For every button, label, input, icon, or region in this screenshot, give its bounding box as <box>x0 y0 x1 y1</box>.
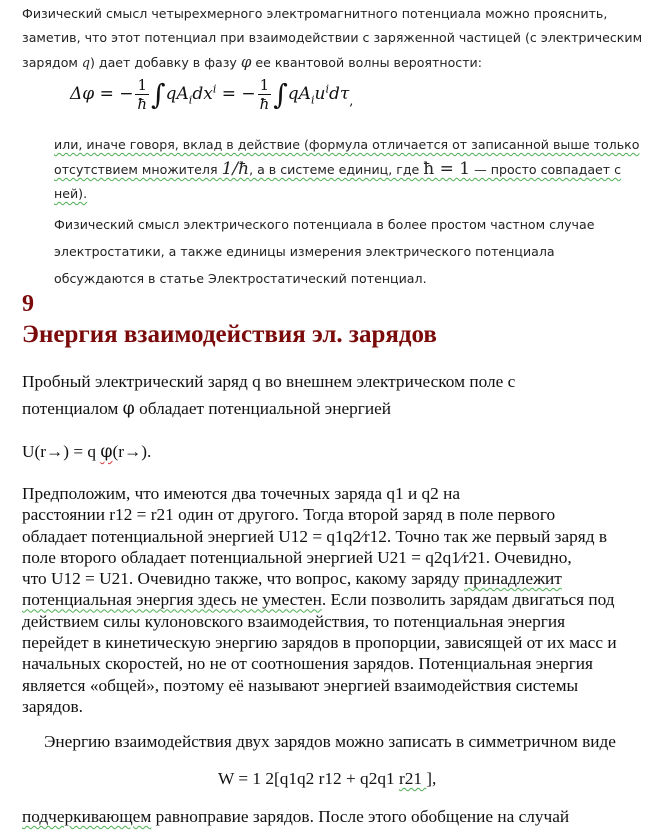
interaction-line-7: действием силы кулоновского взаимодействия, то потенциальная энергия <box>22 611 566 631</box>
section-title: Энергия взаимодействия эл. зарядов <box>22 321 437 348</box>
intro-line-3: зарядом q) дает добавку в фазу φ ее квантовой волны вероятности: <box>22 53 482 71</box>
interaction-line-3: обладает потенциальной энергией U12 = q1q2⁄r12. Точно так же первый заряд в <box>22 526 607 546</box>
probe-paragraph <box>22 368 652 423</box>
last-line: подчеркивающем равноправие зарядов. После этого обобщение на случай <box>22 807 570 826</box>
electrostatics-line-2: электростатики, а также единицы измерения электрического потенциала <box>54 244 555 259</box>
energy-formula: U(r→) = q φ(r→). <box>22 442 152 462</box>
interaction-line-2: расстоянии r12 = r21 один от другого. Тогда второй заряд в поле первого <box>22 505 556 525</box>
interaction-paragraph <box>22 483 652 717</box>
electrostatics-paragraph <box>54 211 654 292</box>
action-line-1: или, иначе говоря, вклад в действие (формула отличается от записанной выше только <box>54 137 640 152</box>
action-line-2: отсутствием множителя 1/ħ, а в системе единиц, где ħ = 1 — просто совпадает с <box>54 159 622 179</box>
fraction-1-over-hbar-2: $\frac{1}{ħ}$ <box>259 76 270 113</box>
symmetric-paragraph: Энергию взаимодействия двух зарядов можно записать в симметричном виде <box>44 732 616 751</box>
interaction-line-4: поле второго обладает потенциальной энергией U21 = q2q1⁄r21. Очевидно, <box>22 547 572 567</box>
interaction-line-1: Предположим, что имеются два точечных заряда q1 и q2 на <box>22 484 461 503</box>
intro-paragraph <box>22 2 652 75</box>
intro-line-2: заметив, что этот потенциал при взаимодействии с заряженной частицей (с электрическим <box>22 30 643 45</box>
electrostatics-line-1: Физический смысл электрического потенциала в более простом частном случае <box>54 217 595 232</box>
probe-line-2: потенциалом φ обладает потенциальной энергией <box>22 399 392 419</box>
action-line-3: ней). <box>54 186 88 201</box>
interaction-line-5: что U12 = U21. Очевидно также, что вопрос, какому заряду принадлежит <box>22 569 562 589</box>
interaction-line-6: потенциальная энергия здесь не уместен. Если позволить зарядам двигаться под <box>22 590 615 610</box>
intro-line-1: Физический смысл четырехмерного электромагнитного потенциала можно прояснить, <box>22 6 608 21</box>
section-number: 9 <box>22 291 34 317</box>
interaction-line-9: начальных скоростей, но не от соотношения зарядов. Потенциальная энергия <box>22 654 593 674</box>
interaction-line-11: зарядов. <box>22 696 83 716</box>
fraction-1-over-hbar: $\frac{1}{ħ}$ <box>137 76 148 113</box>
w-formula: W = 1 2[q1q2 r12 + q2q1 r21 ], <box>218 769 437 788</box>
probe-line-1: Пробный электрический заряд q во внешнем электрическом поле с <box>22 372 516 391</box>
phase-formula: Δφ = − $\frac{1}{ħ}$ $\int qA_idx^i$ = − $\frac{1}{ħ}$ $\int qA_iu^id\tau_,$ <box>70 76 354 113</box>
action-paragraph <box>54 133 654 206</box>
electrostatics-line-3: обсуждаются в статье Электростатический потенциал. <box>54 271 427 286</box>
interaction-line-8: перейдет в кинетическую энергию зарядов в пропорции, зависящей от их масс и <box>22 633 617 653</box>
interaction-line-10: является «общей», поэтому её называют энергией взаимодействия системы <box>22 675 579 695</box>
